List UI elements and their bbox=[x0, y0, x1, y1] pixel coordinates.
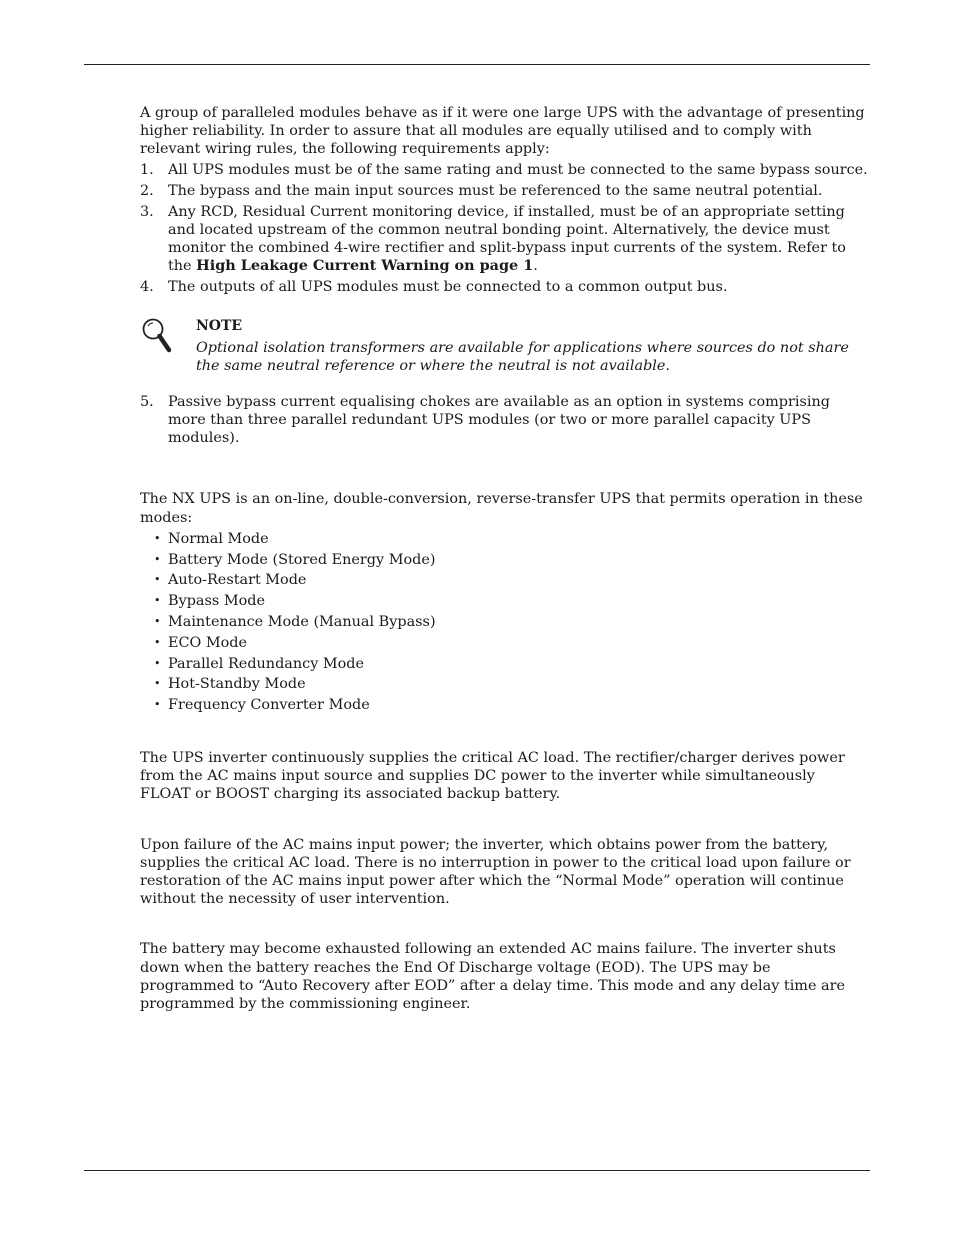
list-item: 2. The bypass and the main input sources must be referenced to the same neutral potential. bbox=[140, 182, 823, 199]
list-item: 4. The outputs of all UPS modules must be connected to a common output bus. bbox=[140, 279, 728, 296]
list-item: • Bypass Mode bbox=[154, 593, 265, 610]
list-item: • Battery Mode (Stored Energy Mode) bbox=[154, 551, 436, 568]
list-item: • Maintenance Mode (Manual Bypass) bbox=[154, 614, 436, 631]
list-item: 3. Any RCD, Residual Current monitoring device, if installed, must be of an appropriate setting and located upstream of the common neutral bonding point. Alternatively, the device must monitor the combined 4-wire rectifier and split-bypass input currents of the system. Refer to the High Leakage Current Warning on page 1. bbox=[140, 203, 846, 275]
footer-rule bbox=[84, 1170, 870, 1171]
modes-list bbox=[140, 530, 868, 715]
list-item: • Auto-Restart Mode bbox=[154, 572, 307, 589]
battery-mode-paragraph: Upon failure of the AC mains input power; the inverter, which obtains power from the battery, supplies the critical AC load. There is no interruption in power to the critical load upon failure or restoration of the AC mains input power after which the “Normal Mode” operation will continue without the necessity of user intervention. bbox=[140, 836, 851, 908]
page-content bbox=[140, 104, 868, 1013]
list-item: • Hot-Standby Mode bbox=[154, 676, 306, 693]
list-item: • ECO Mode bbox=[154, 634, 248, 651]
list-item: 5. Passive bypass current equalising chokes are available as an option in systems comprising more than three parallel redundant UPS modules (or two or more parallel capacity UPS modules). bbox=[140, 394, 830, 447]
modes-intro: The NX UPS is an on-line, double-conversion, reverse-transfer UPS that permits operation in these modes: bbox=[140, 491, 863, 526]
list-item: • Parallel Redundancy Mode bbox=[154, 655, 365, 672]
intro-paragraph: A group of paralleled modules behave as if it were one large UPS with the advantage of presenting higher reliability. In order to assure that all modules are equally utilised and to comply with relevant wiring rules, the following requirements apply: bbox=[140, 105, 865, 158]
requirements-list-continued bbox=[140, 393, 868, 448]
note-text: Optional isolation transformers are available for applications where sources do not share the same neutral reference or where the neutral is not available. bbox=[196, 339, 849, 374]
magnifier-icon bbox=[140, 317, 174, 353]
note-block bbox=[140, 317, 868, 375]
list-item: 1. All UPS modules must be of the same rating and must be connected to the same bypass source. bbox=[140, 161, 868, 178]
cross-reference-link[interactable]: High Leakage Current Warning on page 1 bbox=[196, 257, 534, 275]
requirements-list bbox=[140, 161, 868, 297]
normal-mode-paragraph: The UPS inverter continuously supplies the critical AC load. The rectifier/charger derives power from the AC mains input source and supplies DC power to the inverter while simultaneously FLOAT or BOOST charging its associated backup battery. bbox=[140, 750, 845, 803]
header-rule bbox=[84, 64, 870, 65]
list-item: • Normal Mode bbox=[154, 530, 269, 547]
list-item: • Frequency Converter Mode bbox=[154, 697, 370, 714]
auto-restart-paragraph: The battery may become exhausted following an extended AC mains failure. The inverter shuts down when the battery reaches the End Of Discharge voltage (EOD). The UPS may be programmed to “Auto Recovery after EOD” after a delay time. This mode and any delay time are programmed by the commissioning engineer. bbox=[140, 941, 846, 1013]
note-title: NOTE bbox=[196, 318, 243, 335]
